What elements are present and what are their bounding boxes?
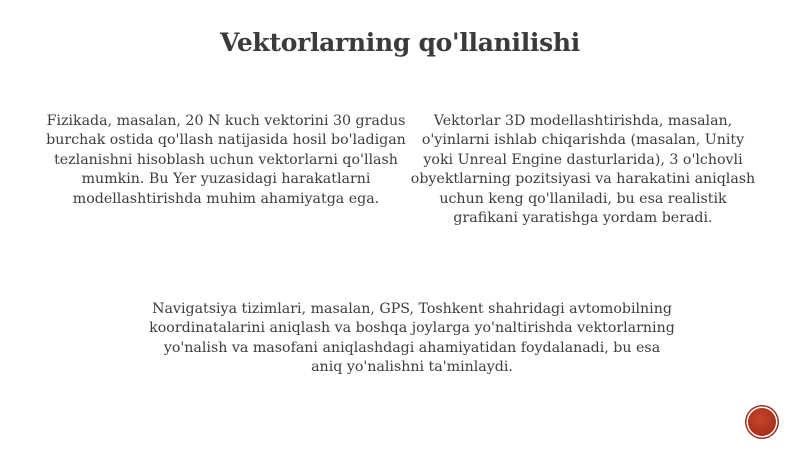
- paragraph-3d-modeling: Vektorlar 3D modellashtirishda, masalan, o'yinlarni ishlab chiqarishda (masalan, Unity yoki Unreal Engine dasturlarida), 3 o'lchovli obyektlarning pozitsiyasi va harakatini aniqlash uchun keng qo'llaniladi, bu esa realistik grafikani yaratishga yordam beradi.: [410, 113, 756, 227]
- paragraph-navigation: Navigatsiya tizimlari, masalan, GPS, Toshkent shahridagi avtomobilning koordinatalarini aniqlash va boshqa joylarga yo'naltirishda vektorlarning yo'nalish va masofani aniqlashdagi ahamiyatidan foydalanadi, bu esa aniq yo'nalishni ta'minlaydi.: [149, 301, 675, 376]
- paragraph-physics: Fizikada, masalan, 20 N kuch vektorini 30 gradus burchak ostida qo'llash natijasida hosil bo'ladigan tezlanishni hisoblash uchun vektorlarni qo'llash mumkin. Bu Yer yuzasidagi harakatlarni modellashtirishda muhim ahamiyatga ega.: [46, 113, 406, 207]
- slide-title: Vektorlarning qo'llanilishi: [220, 28, 580, 57]
- circle-button-icon[interactable]: [748, 408, 776, 436]
